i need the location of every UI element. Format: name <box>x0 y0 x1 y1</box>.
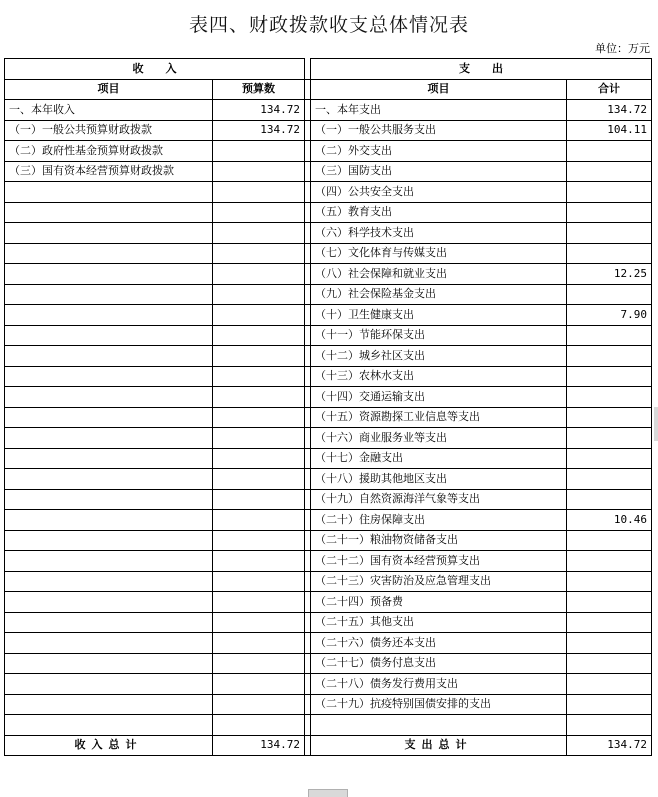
income-value-cell <box>213 448 305 469</box>
income-value-cell <box>213 489 305 510</box>
income-value-cell <box>213 715 305 736</box>
fiscal-summary-table <box>4 58 652 756</box>
expense-item-cell: （二十五）其他支出 <box>311 612 567 633</box>
income-value-cell: 134.72 <box>213 100 305 121</box>
expense-group-header: 支 出 <box>311 59 652 80</box>
expense-total-value: 134.72 <box>567 735 652 756</box>
expense-value-cell <box>567 407 652 428</box>
income-item-cell <box>5 407 213 428</box>
table-row <box>5 428 652 449</box>
income-item-header: 项目 <box>5 79 213 100</box>
income-item-cell <box>5 202 213 223</box>
expense-item-cell: （二十九）抗疫特别国债安排的支出 <box>311 694 567 715</box>
income-value-cell <box>213 346 305 367</box>
expense-item-cell: （十）卫生健康支出 <box>311 305 567 326</box>
income-item-cell <box>5 428 213 449</box>
expense-value-cell: 7.90 <box>567 305 652 326</box>
expense-value-cell <box>567 243 652 264</box>
expense-item-cell: （八）社会保障和就业支出 <box>311 264 567 285</box>
table-row <box>5 284 652 305</box>
table-row <box>5 223 652 244</box>
expense-total-header: 合计 <box>567 79 652 100</box>
income-item-cell <box>5 612 213 633</box>
group-header-row <box>5 59 652 80</box>
income-value-cell <box>213 223 305 244</box>
expense-value-cell <box>567 366 652 387</box>
expense-value-cell <box>567 633 652 654</box>
income-item-cell <box>5 223 213 244</box>
income-total-value: 134.72 <box>213 735 305 756</box>
income-item-cell <box>5 489 213 510</box>
income-item-cell <box>5 633 213 654</box>
expense-value-cell <box>567 387 652 408</box>
expense-item-cell: （二十八）债务发行费用支出 <box>311 674 567 695</box>
expense-value-cell <box>567 284 652 305</box>
income-value-cell <box>213 592 305 613</box>
income-value-cell <box>213 325 305 346</box>
expense-value-cell: 134.72 <box>567 100 652 121</box>
expense-value-cell <box>567 694 652 715</box>
income-item-cell <box>5 571 213 592</box>
table-row <box>5 141 652 162</box>
income-value-cell <box>213 161 305 182</box>
expense-item-cell: （六）科学技术支出 <box>311 223 567 244</box>
income-item-cell <box>5 243 213 264</box>
table-row <box>5 264 652 285</box>
income-item-cell <box>5 674 213 695</box>
expense-value-cell <box>567 653 652 674</box>
expense-item-cell: （二十三）灾害防治及应急管理支出 <box>311 571 567 592</box>
expense-item-cell: （九）社会保险基金支出 <box>311 284 567 305</box>
income-value-cell <box>213 571 305 592</box>
income-item-cell: （二）政府性基金预算财政拨款 <box>5 141 213 162</box>
expense-item-cell: （十七）金融支出 <box>311 448 567 469</box>
income-value-cell <box>213 243 305 264</box>
expense-item-cell: （二十四）预备费 <box>311 592 567 613</box>
unit-label: 单位：万元 <box>595 42 650 55</box>
table-row <box>5 161 652 182</box>
income-item-cell <box>5 325 213 346</box>
income-budget-header: 预算数 <box>213 79 305 100</box>
expense-item-cell: （十九）自然资源海洋气象等支出 <box>311 489 567 510</box>
expense-item-cell: （三）国防支出 <box>311 161 567 182</box>
income-item-cell <box>5 469 213 490</box>
income-item-cell: （三）国有资本经营预算财政拨款 <box>5 161 213 182</box>
table-row <box>5 551 652 572</box>
table-row <box>5 674 652 695</box>
column-header-row <box>5 79 652 100</box>
expense-value-cell: 10.46 <box>567 510 652 531</box>
expense-value-cell <box>567 551 652 572</box>
expense-value-cell <box>567 469 652 490</box>
table-row <box>5 346 652 367</box>
expense-value-cell <box>567 223 652 244</box>
page-title: 表四、财政拨款收支总体情况表 <box>188 14 469 36</box>
expense-item-cell: （十六）商业服务业等支出 <box>311 428 567 449</box>
expense-item-cell: （二十七）债务付息支出 <box>311 653 567 674</box>
table-row <box>5 120 652 141</box>
table-row <box>5 202 652 223</box>
expense-value-cell <box>567 325 652 346</box>
income-total-label: 收入总计 <box>5 735 213 756</box>
expense-value-cell <box>567 674 652 695</box>
table-row <box>5 469 652 490</box>
income-item-cell <box>5 510 213 531</box>
income-item-cell <box>5 182 213 203</box>
income-item-cell <box>5 694 213 715</box>
income-value-cell <box>213 469 305 490</box>
income-value-cell <box>213 264 305 285</box>
table-row <box>5 489 652 510</box>
expense-item-header: 项目 <box>311 79 567 100</box>
table-row <box>5 366 652 387</box>
table-row <box>5 407 652 428</box>
income-item-cell <box>5 366 213 387</box>
income-value-cell <box>213 387 305 408</box>
expense-item-cell: （五）教育支出 <box>311 202 567 223</box>
table-row <box>5 592 652 613</box>
income-value-cell <box>213 674 305 695</box>
income-item-cell <box>5 387 213 408</box>
table-row <box>5 305 652 326</box>
table-row <box>5 715 652 736</box>
expense-value-cell <box>567 182 652 203</box>
table-row <box>5 571 652 592</box>
income-value-cell <box>213 407 305 428</box>
income-group-header: 收 入 <box>5 59 305 80</box>
income-value-cell <box>213 510 305 531</box>
expense-value-cell <box>567 715 652 736</box>
totals-row <box>5 735 652 756</box>
expense-value-cell <box>567 530 652 551</box>
income-value-cell <box>213 612 305 633</box>
scroll-edge-marker <box>654 407 658 441</box>
income-item-cell <box>5 715 213 736</box>
income-item-cell <box>5 284 213 305</box>
expense-value-cell <box>567 489 652 510</box>
table-row <box>5 633 652 654</box>
expense-item-cell: （二十一）粮油物资储备支出 <box>311 530 567 551</box>
table-row <box>5 510 652 531</box>
table-row <box>5 325 652 346</box>
income-value-cell <box>213 530 305 551</box>
income-value-cell <box>213 694 305 715</box>
expense-item-cell: （四）公共安全支出 <box>311 182 567 203</box>
expense-value-cell: 12.25 <box>567 264 652 285</box>
income-value-cell <box>213 141 305 162</box>
income-value-cell <box>213 305 305 326</box>
income-item-cell: 一、本年收入 <box>5 100 213 121</box>
table-row <box>5 612 652 633</box>
income-value-cell <box>213 653 305 674</box>
income-item-cell <box>5 448 213 469</box>
expense-value-cell <box>567 592 652 613</box>
expense-item-cell: （二十）住房保障支出 <box>311 510 567 531</box>
income-value-cell <box>213 428 305 449</box>
income-value-cell <box>213 202 305 223</box>
table-row <box>5 243 652 264</box>
expense-value-cell <box>567 141 652 162</box>
table-row <box>5 530 652 551</box>
table-row <box>5 448 652 469</box>
expense-item-cell: （二十六）债务还本支出 <box>311 633 567 654</box>
income-item-cell <box>5 264 213 285</box>
expense-total-label: 支出总计 <box>311 735 567 756</box>
income-value-cell <box>213 284 305 305</box>
expense-item-cell: （七）文化体育与传媒支出 <box>311 243 567 264</box>
expense-value-cell <box>567 346 652 367</box>
income-item-cell <box>5 530 213 551</box>
income-item-cell <box>5 346 213 367</box>
expense-item-cell: （二十二）国有资本经营预算支出 <box>311 551 567 572</box>
expense-item-cell: 一、本年支出 <box>311 100 567 121</box>
expense-item-cell: （十二）城乡社区支出 <box>311 346 567 367</box>
expense-value-cell <box>567 161 652 182</box>
expense-value-cell <box>567 428 652 449</box>
income-item-cell <box>5 653 213 674</box>
income-item-cell <box>5 551 213 572</box>
expense-item-cell: （十一）节能环保支出 <box>311 325 567 346</box>
expense-item-cell: （十五）资源勘探工业信息等支出 <box>311 407 567 428</box>
expense-item-cell <box>311 715 567 736</box>
table-row <box>5 100 652 121</box>
expense-item-cell: （一）一般公共服务支出 <box>311 120 567 141</box>
income-value-cell: 134.72 <box>213 120 305 141</box>
table-row <box>5 694 652 715</box>
expense-item-cell: （十四）交通运输支出 <box>311 387 567 408</box>
income-item-cell <box>5 305 213 326</box>
expense-value-cell <box>567 448 652 469</box>
expense-value-cell: 104.11 <box>567 120 652 141</box>
expense-item-cell: （十三）农林水支出 <box>311 366 567 387</box>
table-row <box>5 182 652 203</box>
table-row <box>5 387 652 408</box>
income-item-cell <box>5 592 213 613</box>
income-item-cell: （一）一般公共预算财政拨款 <box>5 120 213 141</box>
expense-value-cell <box>567 612 652 633</box>
expense-item-cell: （十八）援助其他地区支出 <box>311 469 567 490</box>
expense-value-cell <box>567 202 652 223</box>
expense-item-cell: （二）外交支出 <box>311 141 567 162</box>
income-value-cell <box>213 182 305 203</box>
income-value-cell <box>213 551 305 572</box>
table-row <box>5 653 652 674</box>
income-value-cell <box>213 633 305 654</box>
expense-value-cell <box>567 571 652 592</box>
income-value-cell <box>213 366 305 387</box>
